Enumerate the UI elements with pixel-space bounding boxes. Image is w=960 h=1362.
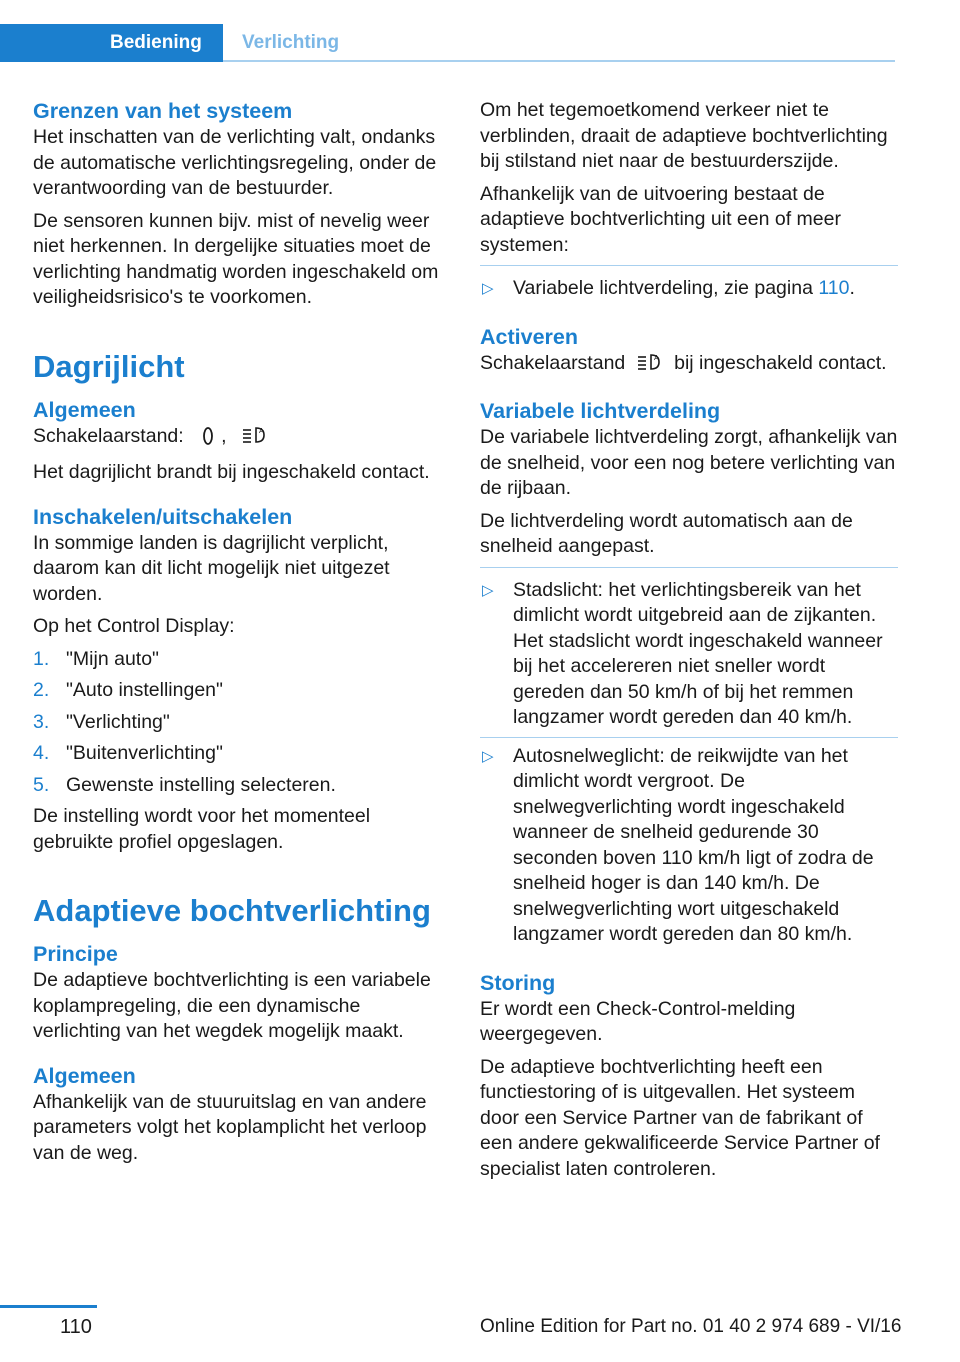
triangle-bullet-icon: ▷ [482,581,494,599]
paragraph: In sommige landen is dagrijlicht verplicht, daarom kan dit licht mogelijk niet uitgezet worden. [33,531,390,605]
step-number: 2. [33,679,50,701]
list-item [480,578,898,731]
heading-grenzen: Grenzen van het systeem [33,99,293,123]
list-item [33,741,449,767]
page-link[interactable]: 110 [818,277,850,299]
paragraph: Het inschatten van de verlichting valt, ondanks de automatische verlichtingsregeling, onder de verantwoording van de bestuurder. [33,126,437,199]
step-text: "Verlichting" [66,710,170,733]
paragraph: Om het tegemoetkomend verkeer niet te verblinden, draait de adaptieve bochtverlichting bij stilstand niet naar de bestuurderszijde. [480,99,888,172]
step-text: Gewenste instelling selecteren. [66,773,336,796]
list-item [33,710,449,736]
automatic-headlight-icon [635,351,665,381]
bullet-end: . [849,277,855,299]
header-tabs [0,24,895,62]
paragraph: Afhankelijk van de stuuruitslag en van andere parameters volgt het koplamplicht het verloop van de weg. [33,1090,427,1164]
heading-activeren: Activeren [480,324,578,349]
tab-verlichting[interactable]: Verlichting [242,32,340,53]
bullet-text: Variabele lichtverdeling, zie pagina [513,277,813,299]
tab-bediening[interactable]: Bediening [0,24,223,62]
bullet-text: Stadslicht: het verlichtingsbereik van het dimlicht wordt uitgebreid aan de zijkanten. Het stadslicht wordt ingeschakeld wanneer bij het accelereren niet sneller wordt gereden dan 50 km/h of bij het remmen langzamer wordt gereden dan 40 km/h. [513,578,883,728]
page-number-rule [0,1305,97,1308]
heading-algemeen-2: Algemeen [33,1063,136,1088]
list-item [480,737,898,948]
right-column [480,98,898,1189]
light-modes-list [480,578,898,948]
switch-position-label: Schakelaarstand: [33,424,184,447]
automatic-headlight-icon [240,424,270,454]
triangle-bullet-icon: ▷ [482,280,494,297]
paragraph: De adaptieve bochtverlichting is een variabele koplampregeling, die een dynamische verlichting van het wegdek mogelijk maakt. [33,969,431,1042]
systems-list [480,276,898,302]
heading-inschakelen: Inschakelen/uitschakelen [33,504,293,529]
activeren-post: bij ingeschakeld contact. [674,351,887,374]
step-number: 4. [33,742,50,764]
step-text: "Auto instellingen" [66,679,223,701]
page-number: 110 [60,1316,92,1338]
left-column [33,98,449,1173]
paragraph: De instelling wordt voor het momenteel gebruikte profiel opgeslagen. [33,805,371,853]
paragraph: De lichtverdeling wordt automatisch aan de snelheid aangepast. [480,509,853,557]
list-item [33,773,449,799]
list-divider [480,567,898,568]
step-text: "Buitenverlichting" [66,742,223,764]
paragraph: Er wordt een Check-Control-melding weergegeven. [480,997,796,1045]
parking-light-icon [201,426,215,454]
heading-dagrijlicht: Dagrijlicht [33,348,185,384]
activeren-line [480,351,898,381]
switch-position-line [33,424,449,454]
heading-storing: Storing [480,970,556,995]
heading-variabele: Variabele lichtverdeling [480,399,721,423]
list-item [33,678,449,704]
heading-principe: Principe [33,942,118,966]
separator: , [221,424,227,447]
list-item [33,647,449,673]
heading-algemeen: Algemeen [33,397,136,422]
svg-text:A: A [653,353,659,362]
paragraph: De variabele lichtverdeling zorgt, afhankelijk van de snelheid, voor een nog betere verlichting van de rijbaan. [480,426,898,499]
step-number: 1. [33,647,50,670]
step-number: 3. [33,710,50,733]
paragraph: Afhankelijk van de uitvoering bestaat de adaptieve bochtverlichting uit een of meer systemen: [480,182,841,256]
list-item [480,276,898,302]
header-divider [223,60,895,62]
activeren-pre: Schakelaarstand [480,351,626,374]
svg-text:A: A [258,426,264,435]
list-divider [480,265,898,266]
edition-footer: Online Edition for Part no. 01 40 2 974 689 - VI/16 [480,1316,902,1337]
paragraph: Op het Control Display: [33,615,235,637]
bullet-text: Autosnelweglicht: de reikwijdte van het dimlicht wordt vergroot. De snelwegverlichting wordt ingeschakeld wanneer de snelheid gedurende 30 seconden boven 110 km/h ligt of zodra de snelheid hoger is dan 140 km/h. De snelwegverlichting wort uitgeschakeld langzamer wordt gereden dan 80 km/h. [513,744,874,945]
step-number: 5. [33,773,50,796]
paragraph: De sensoren kunnen bijv. mist of nevelig weer niet herkennen. In dergelijke situaties moet de verlichting handmatig worden ingeschakeld om veiligheidsrisico's te voorkomen. [33,209,439,308]
heading-adaptieve: Adaptieve bochtverlichting [33,893,431,928]
paragraph: De adaptieve bochtverlichting heeft een functiestoring of is uitgevallen. Het systeem door een Service Partner van de fabrikant of een andere gekwalificeerde Service Partner of specialist laten controleren. [480,1055,880,1180]
triangle-bullet-icon: ▷ [482,747,494,765]
paragraph: Het dagrijlicht brandt bij ingeschakeld contact. [33,461,430,483]
steps-list [33,647,449,799]
step-text: "Mijn auto" [66,647,159,670]
